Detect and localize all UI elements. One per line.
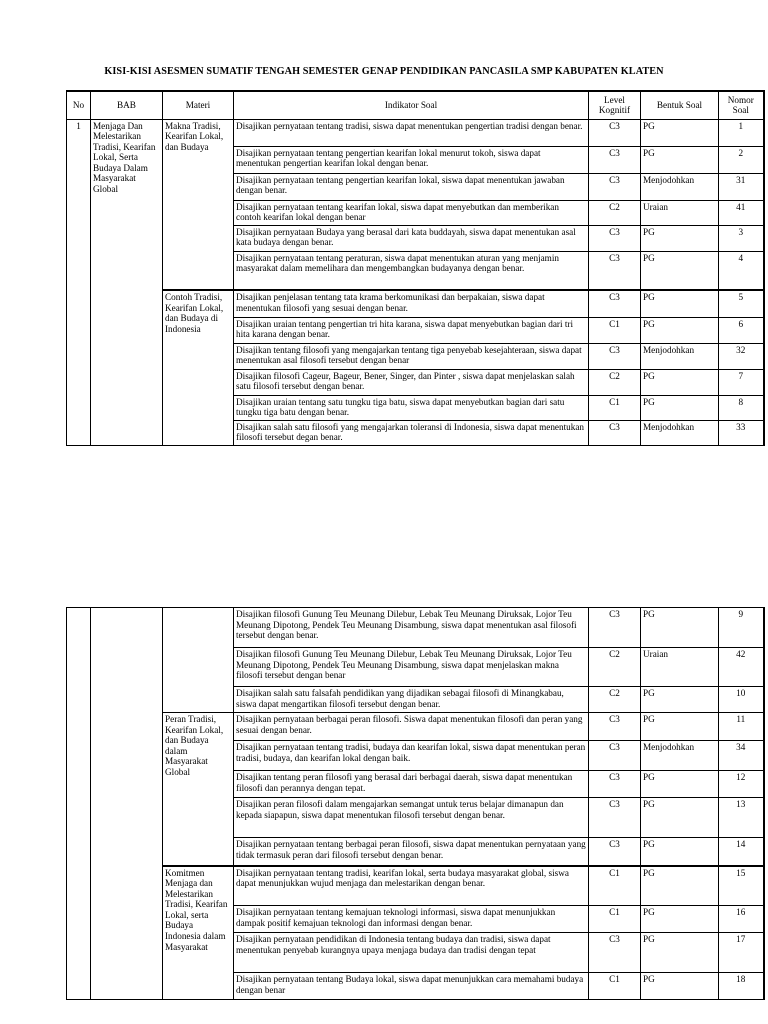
level-cell: C3 [589, 343, 641, 369]
indikator-cell: Disajikan pernyataan tentang tradisi, siswa dapat menentukan pengertian tradisi dengan benar. [234, 119, 589, 146]
level-cell: C3 [589, 771, 641, 798]
indikator-cell: Disajikan pernyataan tentang peraturan, siswa dapat menentukan aturan yang menjamin masyarakat dalam memelihara dan mengembangkan budayanya dengan benar. [234, 251, 589, 290]
header-materi: Materi [163, 91, 234, 119]
document-title: KISI-KISI ASESMEN SUMATIF TENGAH SEMESTER GENAP PENDIDIKAN PANCASILA SMP KABUPATEN KLATEN [104, 66, 664, 77]
header-indikator: Indikator Soal [234, 91, 589, 119]
materi-cell: Peran Tradisi, Kearifan Lokal, dan Budaya dalam Masyarakat Global [163, 713, 234, 866]
nomor-cell: 41 [719, 200, 764, 225]
nomor-cell: 13 [719, 798, 764, 838]
level-cell: C3 [589, 741, 641, 771]
bentuk-cell: PG [641, 866, 719, 906]
header-level: Level Kognitif [589, 91, 641, 119]
bentuk-cell: PG [641, 933, 719, 973]
materi-cell: Makna Tradisi, Kearifan Lokal, dan Budaya [163, 119, 234, 290]
nomor-cell: 42 [719, 648, 764, 687]
table-header-row [67, 91, 764, 119]
nomor-cell: 15 [719, 866, 764, 906]
nomor-cell: 17 [719, 933, 764, 973]
table-row [67, 119, 764, 146]
indikator-cell: Disajikan filosofi Cageur, Bageur, Bener, Singer, dan Pinter , siswa dapat menjelaskan salah satu filosofi tersebut dengan benar. [234, 369, 589, 395]
nomor-cell: 33 [719, 420, 764, 445]
nomor-cell: 1 [719, 119, 764, 146]
row-number: 1 [67, 119, 91, 445]
materi-cell: Komitmen Menjaga dan Melestarikan Tradisi, Kearifan Lokal, serta Budaya Indonesia dalam Masyarakat [163, 866, 234, 1000]
bentuk-cell: PG [641, 687, 719, 713]
level-cell: C3 [589, 146, 641, 173]
indikator-cell: Disajikan pernyataan tentang tradisi, kearifan lokal, serta budaya masyarakat global, siswa dapat menunjukkan wujud menjaga dan melestarikan dengan benar. [234, 866, 589, 906]
indikator-cell: Disajikan uraian tentang pengertian tri hita karana, siswa dapat menyebutkan bagian dari tri hita karana dengan benar. [234, 317, 589, 343]
bentuk-cell: Uraian [641, 648, 719, 687]
level-cell: C3 [589, 933, 641, 973]
bentuk-cell: PG [641, 906, 719, 933]
table-row [67, 866, 764, 906]
bentuk-cell: PG [641, 225, 719, 251]
nomor-cell: 10 [719, 687, 764, 713]
nomor-cell: 31 [719, 173, 764, 200]
indikator-cell: Disajikan uraian tentang satu tungku tiga batu, siswa dapat menyebutkan bagian dari satu tungku tiga batu dengan benar. [234, 395, 589, 420]
indikator-cell: Disajikan pernyataan berbagai peran filosofi. Siswa dapat menentukan filosofi dan peran yang sesuai dengan benar. [234, 713, 589, 741]
indikator-cell: Disajikan penjelasan tentang tata krama berkomunikasi dan berpakaian, siswa dapat menentukan filosofi yang sesuai dengan benar. [234, 290, 589, 317]
nomor-cell: 32 [719, 343, 764, 369]
indikator-cell: Disajikan pernyataan Budaya yang berasal dari kata buddayah, siswa dapat menentukan asal kata budaya dengan benar. [234, 225, 589, 251]
nomor-cell: 9 [719, 608, 764, 648]
bentuk-cell: PG [641, 290, 719, 317]
bab-cell: Menjaga Dan Melestarikan Tradisi, Kearifan Lokal, Serta Budaya Dalam Masyarakat Global [91, 119, 163, 445]
nomor-cell: 5 [719, 290, 764, 317]
indikator-cell: Disajikan peran filosofi dalam mengajarkan semangat untuk terus belajar dimanapun dan kepada siapapun, siswa dapat menentukan filosofi tersebut dengan benar. [234, 798, 589, 838]
level-cell: C1 [589, 906, 641, 933]
table-row [67, 713, 764, 741]
bentuk-cell: PG [641, 119, 719, 146]
level-cell: C3 [589, 119, 641, 146]
bentuk-cell: PG [641, 146, 719, 173]
header-bentuk: Bentuk Soal [641, 91, 719, 119]
materi-cell [163, 608, 234, 713]
indikator-cell: Disajikan salah satu falsafah pendidikan yang dijadikan sebagai filosofi di Minangkabau, siswa dapat mengartikan filosofi tersebut dengan benar. [234, 687, 589, 713]
level-cell: C1 [589, 395, 641, 420]
header-bab: BAB [91, 91, 163, 119]
level-cell: C3 [589, 251, 641, 290]
indikator-cell: Disajikan pernyataan pendidikan di Indonesia tentang budaya dan tradisi, siswa dapat menentukan penyebab kurangnya upaya menjaga budaya dan tradisi dengan tepat [234, 933, 589, 973]
level-cell: C2 [589, 200, 641, 225]
table-row [67, 608, 764, 648]
level-cell: C1 [589, 973, 641, 1000]
kisi-kisi-table-part-2 [66, 607, 765, 1000]
bentuk-cell: PG [641, 251, 719, 290]
nomor-cell: 4 [719, 251, 764, 290]
indikator-cell: Disajikan filosofi Gunung Teu Meunang Dilebur, Lebak Teu Meunang Diruksak, Lojor Teu Meunang Dipotong, Pendek Teu Meunang Disambung, siswa dapat menjelaskan makna filosofi tersebut dengan benar [234, 648, 589, 687]
materi-cell: Contoh Tradisi, Kearifan Lokal, dan Budaya di Indonesia [163, 290, 234, 445]
bentuk-cell: PG [641, 369, 719, 395]
bentuk-cell: Menjodohkan [641, 741, 719, 771]
indikator-cell: Disajikan tentang filosofi yang mengajarkan tentang tiga penyebab kesejahteraan, siswa dapat menentukan asal filosofi tersebut dengan benar [234, 343, 589, 369]
nomor-cell: 11 [719, 713, 764, 741]
indikator-cell: Disajikan pernyataan tentang kemajuan teknologi informasi, siswa dapat menunjukkan dampak positif kemajuan teknologi dan informasi dengan benar. [234, 906, 589, 933]
indikator-cell: Disajikan pernyataan tentang berbagai peran filosofi, siswa dapat menentukan pernyataan yang tidak termasuk peran dari filosofi tersebut dengan benar. [234, 838, 589, 866]
bentuk-cell: Menjodohkan [641, 420, 719, 445]
nomor-cell: 14 [719, 838, 764, 866]
level-cell: C1 [589, 866, 641, 906]
row-number-continued [67, 608, 91, 1000]
level-cell: C3 [589, 290, 641, 317]
level-cell: C3 [589, 798, 641, 838]
indikator-cell: Disajikan pernyataan tentang pengertian kearifan lokal menurut tokoh, siswa dapat menentukan pengertian kearifan lokal dengan benar. [234, 146, 589, 173]
indikator-cell: Disajikan pernyataan tentang Budaya lokal, siswa dapat menunjukkan cara memahami budaya dengan benar [234, 973, 589, 1000]
bentuk-cell: PG [641, 608, 719, 648]
indikator-cell: Disajikan tentang peran filosofi yang berasal dari berbagai daerah, siswa dapat menentukan filosofi dan perannya dengan tepat. [234, 771, 589, 798]
header-nomor: Nomor Soal [719, 91, 764, 119]
level-cell: C3 [589, 608, 641, 648]
nomor-cell: 16 [719, 906, 764, 933]
bentuk-cell: PG [641, 713, 719, 741]
level-cell: C3 [589, 713, 641, 741]
indikator-cell: Disajikan pernyataan tentang kearifan lokal, siswa dapat menyebutkan dan memberikan contoh kearifan lokal dengan benar [234, 200, 589, 225]
nomor-cell: 18 [719, 973, 764, 1000]
nomor-cell: 6 [719, 317, 764, 343]
nomor-cell: 7 [719, 369, 764, 395]
level-cell: C2 [589, 687, 641, 713]
nomor-cell: 3 [719, 225, 764, 251]
nomor-cell: 2 [719, 146, 764, 173]
indikator-cell: Disajikan salah satu filosofi yang mengajarkan toleransi di Indonesia, siswa dapat menentukan filosofi tersebut degan benar. [234, 420, 589, 445]
bentuk-cell: Menjodohkan [641, 343, 719, 369]
nomor-cell: 8 [719, 395, 764, 420]
bentuk-cell: PG [641, 317, 719, 343]
level-cell: C2 [589, 648, 641, 687]
level-cell: C3 [589, 225, 641, 251]
table-row [67, 290, 764, 317]
bentuk-cell: PG [641, 395, 719, 420]
nomor-cell: 34 [719, 741, 764, 771]
indikator-cell: Disajikan filosofi Gunung Teu Meunang Dilebur, Lebak Teu Meunang Diruksak, Lojor Teu Meunang Dipotong, Pendek Teu Meunang Disambung, siswa dapat menentukan asal filosofi tersebut dengan benar. [234, 608, 589, 648]
bentuk-cell: PG [641, 798, 719, 838]
indikator-cell: Disajikan pernyataan tentang tradisi, budaya dan kearifan lokal, siswa dapat menentukan peran tradisi, budaya, dan kearifan lokal dengan baik. [234, 741, 589, 771]
level-cell: C3 [589, 838, 641, 866]
level-cell: C2 [589, 369, 641, 395]
kisi-kisi-table-part-1 [66, 90, 765, 446]
bab-cell-continued [91, 608, 163, 1000]
bentuk-cell: PG [641, 973, 719, 1000]
bentuk-cell: Menjodohkan [641, 173, 719, 200]
bentuk-cell: PG [641, 838, 719, 866]
indikator-cell: Disajikan pernyataan tentang pengertian kearifan lokal, siswa dapat menentukan jawaban dengan benar. [234, 173, 589, 200]
bentuk-cell: Uraian [641, 200, 719, 225]
nomor-cell: 12 [719, 771, 764, 798]
level-cell: C1 [589, 317, 641, 343]
level-cell: C3 [589, 173, 641, 200]
bentuk-cell: PG [641, 771, 719, 798]
header-no: No [67, 91, 91, 119]
level-cell: C3 [589, 420, 641, 445]
